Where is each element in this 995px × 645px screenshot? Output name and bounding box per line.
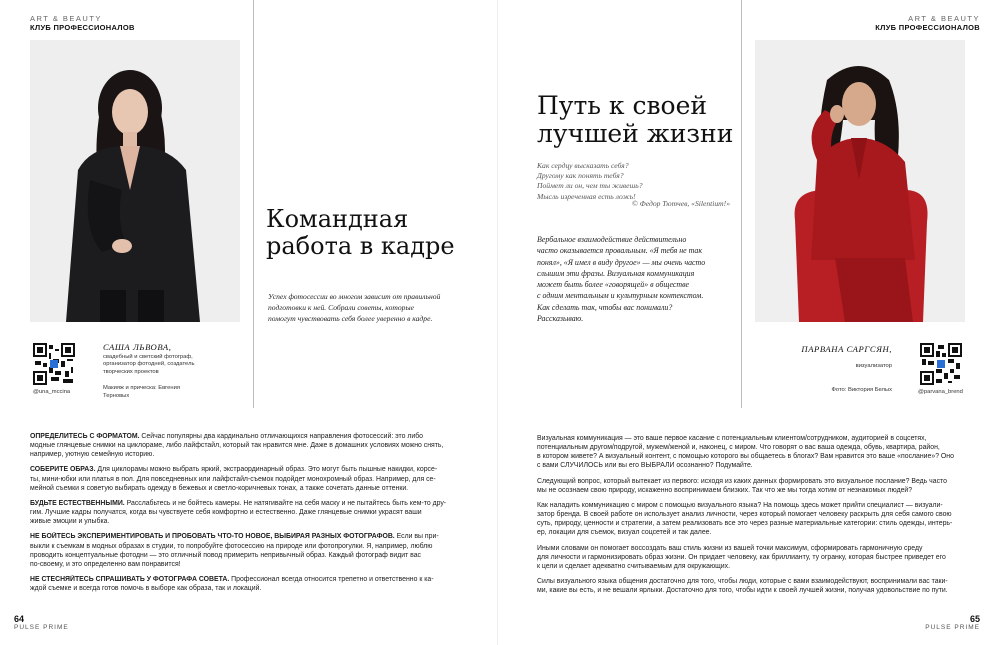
paragraph-line: Иными словами он помогает воссоздать ваш стиль жизни из вашей точки максимум, сформировать гармоничную среду bbox=[537, 544, 923, 552]
paragraph-line: Следующий вопрос, который вытекает из первого: исходя из каких данных формировать это визуальное послание? Ведь часто bbox=[537, 477, 947, 485]
right-author-handle[interactable]: @parvana_brend bbox=[918, 389, 963, 395]
left-header-kicker: ART & BEAUTY bbox=[30, 14, 102, 23]
left-title-line: работа в кадре bbox=[266, 231, 455, 260]
paragraph-line: выкли к съемкам в модных образах в студии, то попробуйте фотосессию на природе или фотопрогулки. Я, например, люблю bbox=[30, 542, 433, 550]
epigraph-poem bbox=[537, 161, 643, 202]
qr-icon bbox=[33, 343, 75, 385]
paragraph-line: Визуальная коммуникация — это ваше первое касание с потенциальным клиентом/сотрудником, аудиторией в соцсетях, bbox=[537, 435, 927, 442]
left-makeup-line: Терновых bbox=[103, 392, 130, 399]
paragraph-heading: БУДЬТЕ ЕСТЕСТВЕННЫМИ. bbox=[30, 499, 125, 507]
paragraph-line: ер, локации для съемок, визуал соцсетей и так далее. bbox=[537, 529, 712, 537]
right-header-club: КЛУБ ПРОФЕССИОНАЛОВ bbox=[875, 23, 980, 32]
right-brand-footer: PULSE PRIME bbox=[925, 624, 980, 631]
paragraph-line: мы не осознаем свою природу, искаженно воспринимаем близких. Так что же мы тогда хотим от незнакомых людей? bbox=[537, 486, 913, 494]
qr-icon bbox=[920, 343, 962, 385]
right-lead-line: понял», «Я имел в виду другое» — мы очень часто bbox=[537, 257, 706, 267]
paragraph-line: по-своему, и это определенно вам понравится! bbox=[30, 560, 181, 568]
right-lead-line: слышим эти фразы. Визуальная коммуникация bbox=[537, 268, 695, 278]
left-author-name: САША ЛЬВОВА, bbox=[103, 342, 172, 352]
paragraph-line: живые эмоции и улыбка. bbox=[30, 518, 110, 526]
photo-sasha-lvova bbox=[30, 40, 240, 322]
right-lead-line: Как сделать так, чтобы вас понимали? bbox=[537, 302, 673, 312]
right-page-footer bbox=[920, 614, 980, 631]
paragraph-line: суть, природу, ценности и стратегии, а затем реализовать все это через разные материальные категории: стиль одежды, интерь- bbox=[537, 520, 953, 528]
paragraph-line: Профессионал всегда относится трепетно и ответственно к ка- bbox=[229, 575, 434, 583]
left-page-number: 64 bbox=[14, 614, 25, 624]
left-body-paragraph bbox=[30, 575, 475, 593]
right-header bbox=[870, 14, 980, 32]
qr-code-left[interactable] bbox=[33, 343, 75, 385]
paragraph-line: мейной съемки я советую выбирать одежду в бежевых и светло-коричневых тонах, а также сочетать данные оттенки. bbox=[30, 484, 409, 492]
right-lead-line: с одним ментальным и культурным контекстом. bbox=[537, 291, 704, 301]
left-author-role-line: творческих проектов bbox=[103, 368, 159, 375]
right-lead-line: Вербальное взаимодействие действительно bbox=[537, 235, 687, 244]
paragraph-line: затор бренда. В своей работе он использует анализ личности, через который помогает человеку раскрыть для себя самого свою bbox=[537, 511, 952, 519]
left-header-club: КЛУБ ПРОФЕССИОНАЛОВ bbox=[30, 23, 135, 32]
portrait-illustration-left bbox=[30, 40, 240, 322]
paragraph-line: Для циклорамы можно выбрать яркий, экстраординарный образ. Это могут быть пышные накидки, корсе- bbox=[95, 466, 438, 474]
poem-line: Как сердцу высказать себя? bbox=[537, 161, 629, 170]
right-body-paragraph bbox=[537, 501, 967, 537]
right-author-name: ПАРВАНА САРГСЯН, bbox=[801, 344, 892, 354]
right-article-lead bbox=[537, 234, 705, 324]
spread-gutter bbox=[497, 0, 498, 645]
left-page-footer bbox=[14, 614, 69, 631]
paragraph-heading: НЕ СТЕСНЯЙТЕСЬ СПРАШИВАТЬ У ФОТОГРАФА СОВЕТА. bbox=[30, 575, 230, 583]
paragraph-line: с вами СЛУЧИЛОСЬ или вы его ВЫБРАЛИ осознанно? Подумайте. bbox=[537, 462, 753, 470]
epigraph-credit: © Федор Тютчев, «Silentium!» bbox=[632, 199, 730, 208]
paragraph-line: Как наладить коммуникацию с миром с помощью визуального языка? На помощь здесь может прийти специалист — визуали- bbox=[537, 501, 943, 509]
paragraph-heading: ОПРЕДЕЛИТЕСЬ С ФОРМАТОМ. bbox=[30, 433, 140, 440]
left-author-handle[interactable]: @una_mccina bbox=[33, 389, 71, 395]
poem-line: Поймет ли он, чем ты живешь? bbox=[537, 181, 643, 191]
right-title-line: Путь к своей bbox=[537, 91, 708, 120]
right-body-paragraph bbox=[537, 477, 967, 495]
left-makeup-line: Макияж и прическа: Евгения bbox=[103, 385, 180, 392]
paragraph-heading: НЕ БОЙТЕСЬ ЭКСПЕРИМЕНТИРОВАТЬ И ПРОБОВАТЬ ЧТО-ТО НОВОЕ, ВЫБИРАЯ РАЗНЫХ ФОТОГРАФОВ. bbox=[30, 533, 395, 541]
paragraph-line: к цели и сделает адекватно считываемым для окружающих. bbox=[537, 562, 731, 570]
right-article-title bbox=[537, 92, 733, 148]
paragraph-line: потенциальным другом/подругой, мужем/женой и, наконец, с миром. Что говорят о вас ваша одежда, обувь, квартира, район, bbox=[537, 444, 940, 452]
paragraph-line: Расслабьтесь и не бойтесь камеры. Не натягивайте на себя маску и не пытайтесь быть кем-то дру- bbox=[124, 499, 447, 507]
left-lead-line: помогут чувствовать себя более уверенно в кадре. bbox=[268, 314, 433, 323]
paragraph-line: Если вы при- bbox=[394, 533, 439, 541]
right-lead-line: часто оказывается провальным. «Я тебя не так bbox=[537, 246, 703, 256]
paragraph-line: гим. Лучшие кадры получатся, когда вы чувствуете себя комфортно и естественно. Даже глянцевые снимки украсят ваши bbox=[30, 509, 422, 517]
paragraph-line: модные глянцевые снимки на циклораме, либо лайфстайл, который так нравится мне. Даже в домашних условиях можно снять, bbox=[30, 442, 444, 450]
left-lead-line: Успех фотосессии во многом зависит от правильной bbox=[268, 292, 441, 301]
left-article-title bbox=[266, 206, 455, 260]
left-article-lead bbox=[268, 291, 440, 324]
paragraph-line: ми, какие вы есть, и не вешали ярлыки. Достаточно для того, чтобы идти к своей лучшей жизни, получая удовольствие по пути. bbox=[537, 587, 948, 595]
paragraph-line: для личности и гармонизировать образ жизни. Он придает человеку, как бриллианту, ту огранку, которая быстрее приведет его bbox=[537, 553, 946, 561]
portrait-illustration-right bbox=[755, 40, 965, 322]
left-article-body bbox=[30, 432, 475, 599]
right-article-body bbox=[537, 434, 967, 601]
right-title-line: лучшей жизни bbox=[537, 119, 734, 148]
left-makeup-credit bbox=[103, 385, 194, 400]
left-body-paragraph bbox=[30, 499, 475, 526]
left-author-credit bbox=[103, 342, 194, 400]
paragraph-line: Сейчас популярны два кардинально отличающихся направления фотосессий: это либо bbox=[139, 433, 424, 440]
left-body-paragraph bbox=[30, 432, 475, 459]
right-body-paragraph bbox=[537, 544, 967, 571]
right-lead-line: может быть более «говорящей» в обществе bbox=[537, 280, 690, 290]
left-author-role-line: свадебный и светский фотограф, bbox=[103, 354, 193, 360]
left-author-role bbox=[103, 354, 194, 376]
right-photo-credit: Фото: Виктория Белых bbox=[831, 387, 892, 394]
paragraph-line: например, уютную семейную историю. bbox=[30, 451, 155, 459]
left-body-paragraph bbox=[30, 465, 475, 492]
left-header bbox=[30, 14, 135, 32]
qr-code-right[interactable] bbox=[920, 343, 962, 385]
right-body-paragraph bbox=[537, 434, 967, 470]
left-brand-footer: PULSE PRIME bbox=[14, 624, 69, 631]
poem-line: Мысль изреченная есть ложь! bbox=[537, 191, 636, 201]
right-author-credit bbox=[760, 344, 892, 395]
paragraph-line: в котором живете? А визуальный контент, с помощью которого вы общаетесь в блогах? Вам нравится это ваше «послание»? Оно bbox=[537, 453, 954, 461]
left-title-line: Командная bbox=[266, 205, 409, 233]
right-header-kicker: ART & BEAUTY bbox=[908, 14, 980, 23]
right-page-column-rule bbox=[741, 0, 742, 408]
right-body-paragraph bbox=[537, 577, 967, 595]
paragraph-line: ждой съемке и всегда готов помочь в выборе как образа, так и локаций. bbox=[30, 585, 262, 593]
left-body-paragraph bbox=[30, 532, 475, 568]
right-lead-line: Рассказываю. bbox=[537, 314, 584, 324]
left-lead-line: подготовки к ней. Собрали советы, которые bbox=[268, 303, 414, 312]
left-page-column-rule bbox=[253, 0, 254, 408]
paragraph-line: ты, мини-юбки или платья в пол. Для повседневных или лайфстайл-съемок подойдет монохромный образ. Например, для се- bbox=[30, 475, 436, 483]
poem-line: Другому как понять тебя? bbox=[537, 171, 624, 181]
right-author-role: визуализатор bbox=[855, 363, 892, 369]
left-author-role-line: организатор фотодней, создатель bbox=[103, 361, 195, 368]
right-page-number: 65 bbox=[969, 614, 980, 624]
paragraph-line: проводить концептуальные фотодни — это отличный повод примерить непривычный образ. Каждый фотограф видит вас bbox=[30, 551, 422, 559]
paragraph-line: Силы визуального языка общения достаточно для того, чтобы люди, которые с вами взаимодействуют, воспринимали вас таки- bbox=[537, 577, 948, 585]
paragraph-heading: СОБЕРИТЕ ОБРАЗ. bbox=[30, 466, 96, 474]
photo-parvana-sargsyan bbox=[755, 40, 965, 322]
